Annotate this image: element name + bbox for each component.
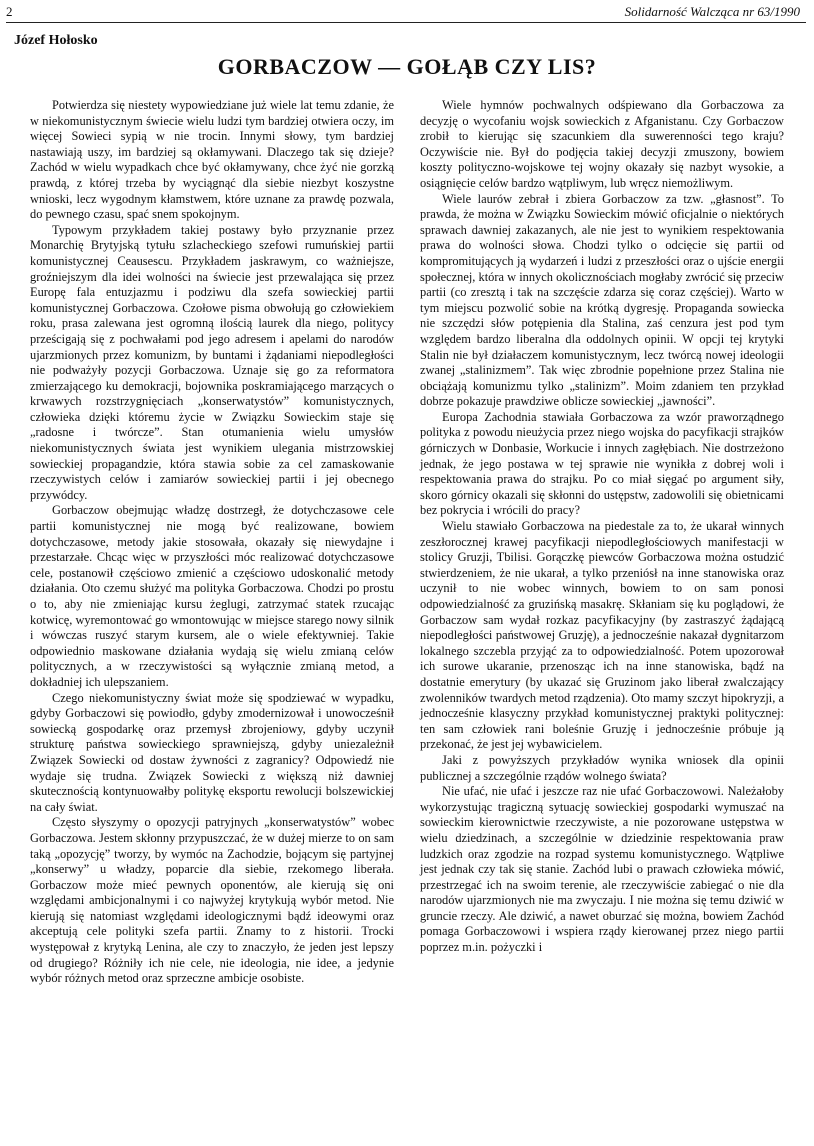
article-title: GORBACZOW — GOŁĄB CZY LIS? <box>217 54 597 79</box>
paragraph: Często słyszymy o opozycji patryjnych „konserwatystów” wobec Gorbaczowa. Jestem skłonny przypuszczać, że w dużej mierze to on sam taką „opozycję” tworzy, by wymóc na Zachodzie, bojącym się partyjnej „konserwy” u władzy, poparcie dla siebie, rzekomego liberała. Gorbaczow może mieć pewnych oponentów, ale kierują się oni względami ambicjonalnymi i co najwyżej krytykują wybór metod. Nie kierują się natomiast względami ideologicznymi bądź ideowymi oraz akceptują cele polityki szefa partii. Znamy to z historii. Trocki występował z krytyką Lenina, ale czy to znaczyło, że jeden jest lepszy od drugiego? Różniły ich nie cele, nie ideologia, nie idee, a jedynie wybór różnych metod oraz sprzeczne ambicje osobiste. <box>30 815 394 986</box>
article-author: Józef Hołosko <box>14 33 98 48</box>
journal-title: Solidarność Walcząca nr 63/1990 <box>624 4 800 19</box>
paragraph: Nie ufać, nie ufać i jeszcze raz nie ufać Gorbaczowowi. Należałoby wykorzystując tragiczną sytuację sowieckiej gospodarki wymuszać na sowieckim kierownictwie rzeczywiste, a nie pozorowane ustępstwa w wielu dziedzinach, a szczególnie w dziedzinie respektowania praw ludzkich oraz zgodzie na rozpad systemu komunistycznego. Wątpliwe jest jednak czy tak się stanie. Zachód lubi o prawach człowieka mówić, przestrzegać ich na swoim terenie, ale rzeczywiście zabiegać o nie dla narodów ujarzmionych nie ma zwyczaju. I nie można się temu dziwić w gruncie rzeczy. Ale dziwić, a nawet oburzać się można, bowiem Zachód pomaga Gorbaczowowi i wspiera rządy kierowanej przez niego partii poprzez m.in. pożyczki i <box>420 784 784 955</box>
paragraph: Europa Zachodnia stawiała Gorbaczowa za wzór praworządnego polityka z powodu nieużycia przez niego wojska do pacyfikacji strajków górniczych w Donbasie, Workucie i innych zagłębiach. Nie dostrzeżono jednak, że jego postawa w tej sprawie nie wynikła z dobrej woli i respektowania prawa do strajku. Po co miał sięgać po argument siły, skoro górnicy okazali się skłonni do ustępstw, zadowolili się obietnicami bez pokrycia i wrócili do pracy? <box>420 409 784 518</box>
left-column <box>30 98 394 987</box>
page-number: 2 <box>6 4 13 19</box>
paragraph: Czego niekomunistyczny świat może się spodziewać w wypadku, gdyby Gorbaczowi się powiodło, gdyby zmodernizował i unowocześnił sowiecką gospodarkę oraz przemysł zbrojeniowy, gdyby uczynił strukturę państwa sowieckiego sprawniejszą, gdyby uniezależnił Związek Sowiecki od dostaw żywności z zagranicy? Odpowiedź nie wydaje się trudna. Związek Sowiecki z większą niż dawniej skutecznością kontynuowałby politykę eksportu rewolucji bolszewickiej na cały świat. <box>30 690 394 814</box>
paragraph: Wiele laurów zebrał i zbiera Gorbaczow za tzw. „głasnost”. To prawda, że można w Związku Sowieckim mówić oficjalnie o niektórych sprawach dawniej zakazanych, ale nie jest to wynikiem respektowania prawa do wolności słowa. Chodzi tylko o odcięcie się partii od kompromitujących ją wydarzeń i ludzi z przeszłości oraz o ujście energii społecznej, która w innych okolicznościach mogłaby zwrócić się przeciw partii (co zresztą i tak na szczęście zdarza się coraz częściej). Warto w tym miejscu pozwolić sobie na krótką dygresję. Propaganda sowiecka nie szczędzi słów potępienia dla Stalina, zaś cenzura jest pod tym względem bardzo liberalna dla oddolnych opinii. W opcji tej krytyki Stalin nie był działaczem komunistycznym, lecz twórcą nowej ideologii zwanej „stalinizmem”. Tak więc zbrodnie popełnione przez Stalina nie obciążają komunizmu tylko „stalinizm”. Moim zdaniem ten przykład dobrze pokazuje prawdziwe oblicze sowieckiej „jawności”. <box>420 191 784 409</box>
page-header <box>6 4 806 23</box>
paragraph: Wiele hymnów pochwalnych odśpiewano dla Gorbaczowa za decyzję o wycofaniu wojsk sowieckich z Afganistanu. Czy Gorbaczow zrobił to kierując się szacunkiem dla suwerenności tego kraju? Oczywiście nie. Był do podjęcia takiej decyzji zmuszony, bowiem koszty polityczno-wojskowe tej wojny okazały się nazbyt wysokie, a osiągnięcie celów bardzo wątpliwym, lub wręcz niemożliwym. <box>420 98 784 190</box>
right-column <box>420 98 784 956</box>
paragraph: Gorbaczow obejmując władzę dostrzegł, że dotychczasowe cele partii komunistycznej nie mogą być realizowane, bowiem dotychczasowe, metody jakie stosowała, okazały się niewydajne i przestarzałe. Chcąc więc w przyszłości móc realizować dotychczasowe cele, postanowił częściowo zmienić a częściowo udoskonalić metody działania. Oto czemu służyć ma polityka Gorbaczowa. Chodzi po prostu o to, aby nie zmieniając kursu żeglugi, zatrzymać statek rzucając kotwicę, wyremontować go wmontowując w miejsce starego nowy silnik i wówczas ruszyć starym kursem, ale o wiele efektywniej. Takie odpowiednio maskowane działania wydają się wielu zmianą celów politycznych, a w rzeczywistości są wyłącznie zmianą metod, a dokładniej ich ulepszaniem. <box>30 503 394 689</box>
paragraph: Potwierdza się niestety wypowiedziane już wiele lat temu zdanie, że w niekomunistycznym świecie wielu ludzi tym bardziej otwiera oczy, im więcej Sowieci sypią w nie trocin. Innymi słowy, tym bardziej nastawiają uszy, im bardziej są okłamywani. Dlaczego tak się dzieje? Zachód w wielu wypadkach chce być okłamywany, chce żyć nie gorzką prawdą, z której trzeba by wyciągnąć dla siebie niezbyt koszystne wnioski, lecz wygodnym kłamstwem, które uznane za prawdę pozwala, do pewnego czasu, spać snem spokojnym. <box>30 98 394 222</box>
paragraph: Typowym przykładem takiej postawy było przyznanie przez Monarchię Brytyjską tytułu szlacheckiego szefowi rumuńskiej partii komunistycznej Ceausescu. Przykładem jaskrawym, co ważniejsze, groźniejszym dla idei wolności na świecie jest przewalająca się przez Europę fala entuzjazmu i podziwu dla szefa sowieckiej partii komunistycznej Gorbaczowa. Czołowe pisma obwołują go człowiekiem roku, prasa zalewana jest ogromną ilością laurek dla niego, politycy prześcigają się z pochwałami pod jego adresem i apelami do narodów ujarzmionych przez komunizm, by buntami i żądaniami niepodległości nie podważyły pozycji Gorbaczowa. Uznaje się go za reformatora zmierzającego ku demokracji, bojownika poskramiającego marzących o krwawych rozstrzygnięciach „konserwatystów” komunistycznych, człowieka dzięki któremu życie w Związku Sowieckim staje się „radosne i twórcze”. Stan otumanienia wielu umysłów niekomunistycznych świata jest wynikiem ulegania mistrzowskiej sowieckiej propagandzie, która stawia sobie za cel zamaskowanie rzeczywistych celów i zamiarów sowieckiej partii i jej obecnego przywódcy. <box>30 222 394 502</box>
paragraph: Wielu stawiało Gorbaczowa na piedestale za to, że ukarał winnych zeszłorocznej krawej pacyfikacji niepodległościowych manifestacji w stolicy Gruzji, Tbilisi. Gorączkę piewców Gorbaczowa można ostudzić stwierdzeniem, że nie ukarał, a tylko przeniósł na inne stanowiska oraz uczynił to nie wobec winnych, bowiem to on sam ponosi odpowiedzialność za gruzińską masakrę. Skłaniam się ku poglądowi, że Gorbaczow sam wydał rozkaz pacyfikacyjny (by zastraszyć żądającą niepodległości państwowej Gruzję), a jednocześnie nakazał dygnitarzom lokalnego szczebla przyjąć za to odpowiedzialność. Potem upozorował ich surowe ukaranie, przenosząc ich na inne stanowiska, bądź na dostatnie emerytury (by ukazać się Gruzinom jako liberał zwalczający zwolenników twardych metod rządzenia). Oto mamy szczyt hipokryzji, a jednocześnie klasyczny przykład komunistycznej praktyki politycznej: ten sam człowiek rani boleśnie Gruzję i jednocześnie próbuje ją przekonać, że jest jej wybawicielem. <box>420 519 784 752</box>
paragraph: Jaki z powyższych przykładów wynika wniosek dla opinii publicznej a szczególnie rządów wolnego świata? <box>420 752 784 783</box>
